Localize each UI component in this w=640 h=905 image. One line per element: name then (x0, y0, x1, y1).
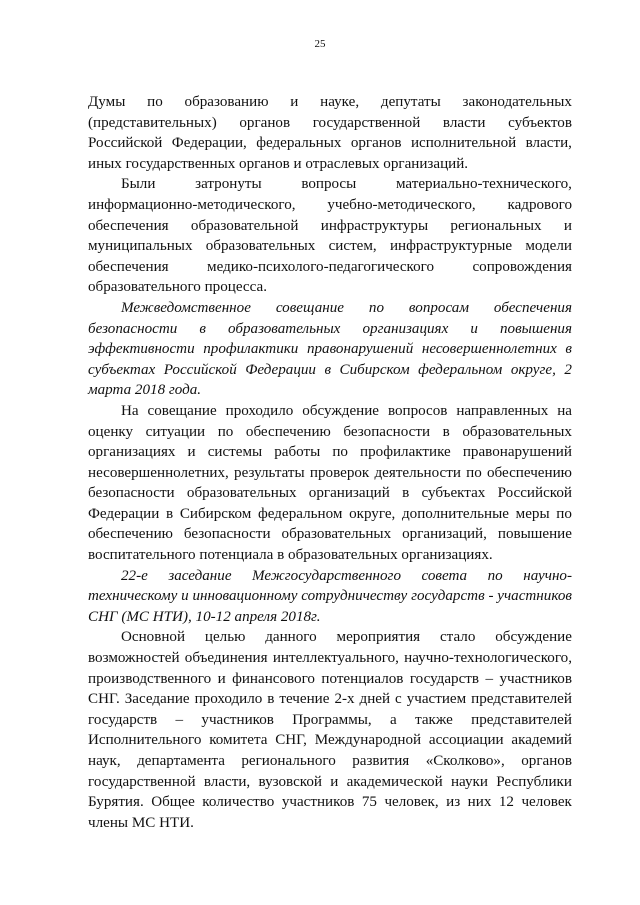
page-number: 25 (314, 38, 326, 50)
text-line: наук, департамента регионального развития «Сколково», органов (88, 753, 572, 769)
text-line: СНГ (МС НТИ), 10-12 апреля 2018г. (88, 608, 321, 625)
document-body (88, 92, 572, 833)
text-line: организациях и системы работы по профилактике правонарушений (88, 444, 572, 461)
text-line: обеспечения образовательной инфраструктуры региональных и (88, 217, 572, 234)
text-line: безопасности в образовательных организациях и повышения (88, 320, 572, 337)
text-line: возможностей объединения интеллектуального, научно-технологического, (88, 650, 572, 667)
text-line: Исполнительного комитета СНГ, Международной ассоциации академий (88, 732, 572, 749)
text-line: Российской Федерации, федеральных органов исполнительной власти, (88, 135, 572, 152)
text-line: несовершеннолетних, результаты проверок деятельности по обеспечению (88, 464, 572, 481)
text-line: образовательного процесса. (88, 279, 267, 296)
paragraph (88, 298, 572, 401)
paragraph (88, 92, 572, 174)
text-line: марта 2018 года. (88, 382, 202, 399)
paragraph (88, 627, 572, 833)
text-line: Были затронуты вопросы материально-технического, (121, 176, 572, 193)
text-line: СНГ. Заседание проходило в течение 2-х дней с участием представителей (88, 691, 572, 708)
paragraph (88, 174, 572, 298)
text-line: техническому и инновационному сотрудничеству государств - участников (88, 588, 572, 605)
text-line: Федерации в Сибирском федеральном округе, дополнительные меры по (88, 505, 572, 522)
text-line: государств – участников Программы, а также представителей (88, 711, 572, 728)
text-line: иных государственных органов и отраслевых организаций. (88, 155, 469, 172)
paragraph (88, 401, 572, 566)
text-line: Межведомственное совещание по вопросам обеспечения (121, 299, 572, 316)
text-line: оценку ситуации по обеспечению безопасности в образовательных (88, 423, 572, 440)
text-line: муниципальных образовательных систем, инфраструктурные модели (88, 238, 572, 255)
text-line: безопасности образовательных организаций в субъектах Российской (88, 485, 572, 502)
paragraph (88, 566, 572, 628)
text-line: Думы по образованию и науке, депутаты законодательных (88, 94, 572, 110)
text-line: обеспечению безопасности образовательных организаций, повышение (88, 526, 572, 543)
text-line: (представительных) органов государственной власти субъектов (88, 114, 572, 131)
text-line: Бурятия. Общее количество участников 75 человек, из них 12 человек (88, 794, 572, 811)
text-line: государственной власти, вузовской и академической науки Республики (88, 773, 572, 790)
text-line: На совещание проходило обсуждение вопросов направленных на (121, 402, 572, 419)
text-line: обеспечения медико-психолого-педагогического сопровождения (88, 258, 572, 275)
text-line: эффективности профилактики правонарушений несовершеннолетних в (88, 341, 572, 358)
text-line: производственного и финансового потенциалов государств – участников (88, 670, 572, 687)
text-line: члены МС НТИ. (88, 814, 194, 831)
text-line: воспитательного потенциала в образовательных организациях. (88, 547, 493, 564)
text-line: Основной целью данного мероприятия стало обсуждение (121, 629, 572, 646)
text-line: информационно-методического, учебно-методического, кадрового (88, 196, 572, 213)
text-line: 22-е заседание Межгосударственного совета по научно- (121, 567, 572, 584)
text-line: субъектах Российской Федерации в Сибирском федеральном округе, 2 (88, 361, 572, 378)
